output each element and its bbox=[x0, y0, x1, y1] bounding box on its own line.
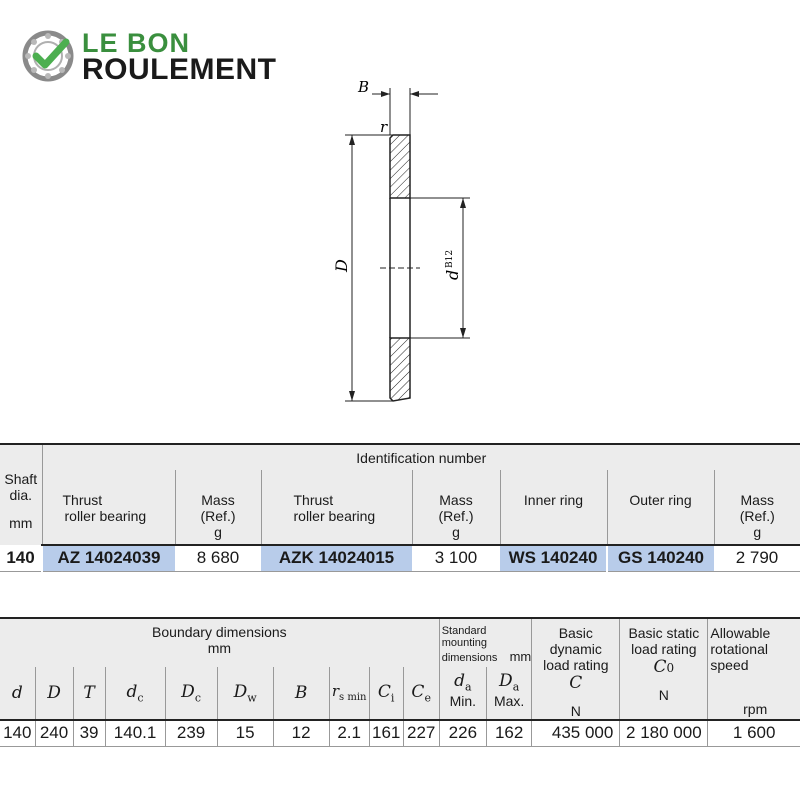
col-thrust-bearing-1: Thrust roller bearing bbox=[42, 470, 175, 545]
identification-table bbox=[0, 443, 800, 572]
sym-B: B bbox=[273, 667, 329, 720]
sym-T: T bbox=[73, 667, 105, 720]
sym-Ce: $C_e$ bbox=[403, 667, 439, 720]
row-outer-ring[interactable]: GS 140240 bbox=[607, 545, 714, 571]
sym-Dw: $D_w$ bbox=[217, 667, 273, 720]
bearing-check-icon bbox=[22, 30, 74, 82]
row-mass-2: 3 100 bbox=[412, 545, 500, 571]
identification-header: Identification number bbox=[42, 444, 800, 470]
val-Ci: 161 bbox=[369, 720, 403, 746]
label-d-sup: B12 bbox=[445, 249, 455, 268]
row-inner-ring[interactable]: WS 140240 bbox=[500, 545, 607, 571]
row-thrust-bearing-1[interactable]: AZ 14024039 bbox=[42, 545, 175, 571]
bearing-washer-drawing bbox=[320, 70, 480, 420]
sym-dc: $d_c$ bbox=[105, 667, 165, 720]
std-mounting-header: Standard mounting dimensions mm bbox=[439, 618, 532, 667]
val-Dc: 239 bbox=[165, 720, 217, 746]
sym-rs-min: $r_{s min}$ bbox=[329, 667, 369, 720]
row-shaft-dia: 140 bbox=[0, 545, 42, 571]
dimensions-table bbox=[0, 617, 800, 747]
col-mass-1: Mass (Ref.) g bbox=[175, 470, 261, 545]
row-thrust-bearing-2[interactable]: AZK 14024015 bbox=[261, 545, 412, 571]
sym-D: D bbox=[35, 667, 73, 720]
label-B: B bbox=[358, 78, 370, 96]
val-B: 12 bbox=[273, 720, 329, 746]
val-dc: 140.1 bbox=[105, 720, 165, 746]
dynamic-load-header: Basic dynamic load rating C N bbox=[532, 618, 620, 720]
brand-logo bbox=[22, 26, 312, 86]
sym-Dc: $D_c$ bbox=[165, 667, 217, 720]
label-d: d bbox=[443, 269, 462, 280]
sym-d: d bbox=[0, 667, 35, 720]
val-D: 240 bbox=[35, 720, 73, 746]
val-speed: 1 600 bbox=[708, 720, 800, 746]
col-thrust-bearing-2: Thrust roller bearing bbox=[261, 470, 412, 545]
val-T: 39 bbox=[73, 720, 105, 746]
boundary-header: Boundary dimensions mm bbox=[0, 618, 439, 667]
static-load-header: Basic static load rating C0 N bbox=[620, 618, 708, 720]
shaft-header: Shaft dia. mm bbox=[0, 444, 42, 545]
col-mass-2: Mass (Ref.) g bbox=[412, 470, 500, 545]
sym-Ci: $C_i$ bbox=[369, 667, 403, 720]
sym-da: $d_a$ Min. bbox=[439, 667, 486, 720]
logo-line2: ROULEMENT bbox=[82, 53, 277, 86]
label-D: D bbox=[332, 259, 351, 272]
col-inner-ring: Inner ring bbox=[500, 470, 607, 545]
val-rs-min: 2.1 bbox=[329, 720, 369, 746]
sym-Da: $D_a$ Max. bbox=[487, 667, 532, 720]
val-Dw: 15 bbox=[217, 720, 273, 746]
logo-line1: LE BON bbox=[82, 28, 191, 58]
val-d: 140 bbox=[0, 720, 35, 746]
val-C: 435 000 bbox=[532, 720, 620, 746]
val-da: 226 bbox=[439, 720, 486, 746]
row-mass-1: 8 680 bbox=[175, 545, 261, 571]
val-Ce: 227 bbox=[403, 720, 439, 746]
val-Da: 162 bbox=[487, 720, 532, 746]
speed-header: Allowable rotational speed rpm bbox=[708, 618, 800, 720]
val-C0: 2 180 000 bbox=[620, 720, 708, 746]
label-r: r bbox=[380, 118, 388, 136]
col-mass-3: Mass (Ref.) g bbox=[714, 470, 800, 545]
col-outer-ring: Outer ring bbox=[607, 470, 714, 545]
row-mass-3: 2 790 bbox=[714, 545, 800, 571]
